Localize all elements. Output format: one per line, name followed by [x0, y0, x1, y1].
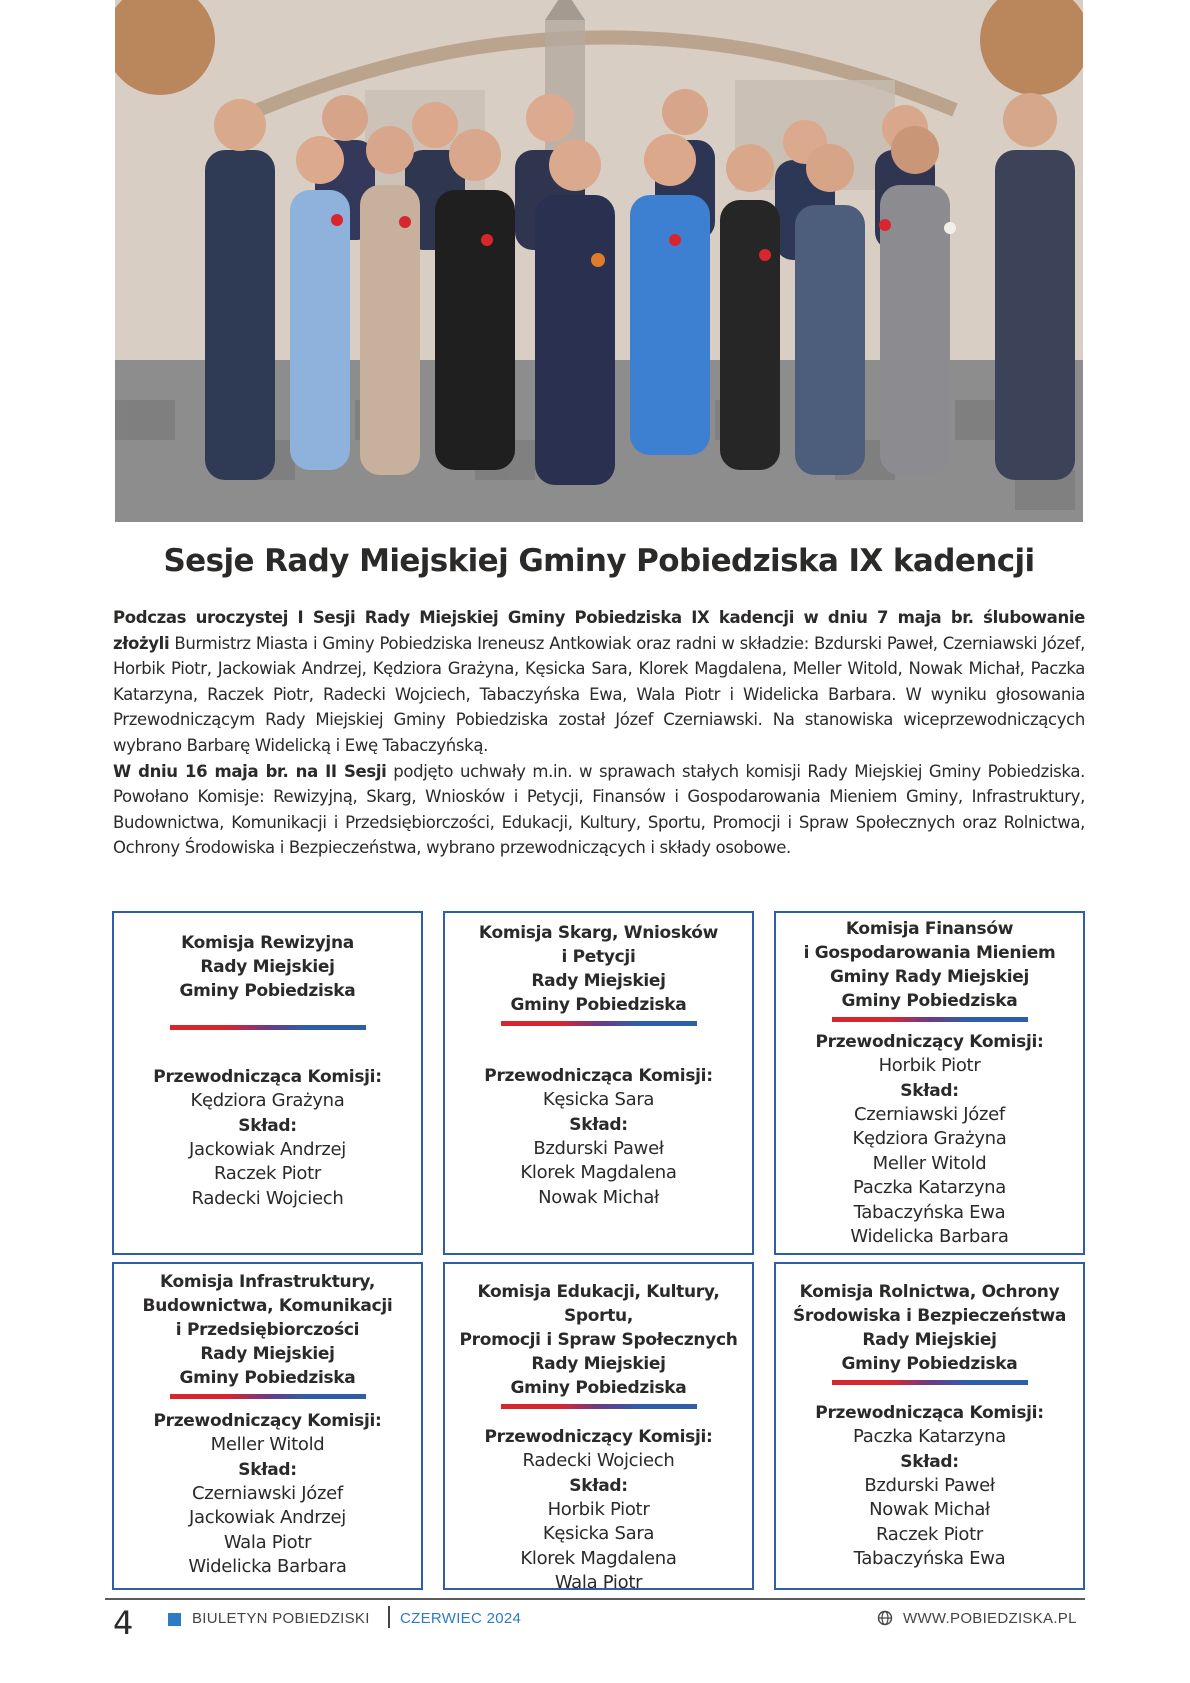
committee-chair-label: Przewodnicząca Komisji:: [815, 1403, 1044, 1423]
committee-chair: Kęsicka Sara: [542, 1089, 655, 1110]
committee-members-label: Skład:: [238, 1115, 297, 1136]
page-number: 4: [113, 1604, 134, 1642]
committee-member: Nowak Michał: [538, 1186, 659, 1208]
committee-divider: [832, 1380, 1028, 1385]
article-intro: [113, 605, 1085, 861]
committee-divider: [832, 1017, 1028, 1022]
committee-name-line: Budownictwa, Komunikacji: [142, 1296, 393, 1316]
committee-name-line: Rady Miejskiej: [200, 957, 335, 977]
website-link[interactable]: WWW.POBIEDZISKA.PL: [903, 1610, 1077, 1627]
committee-member: Tabaczyńska Ewa: [853, 1201, 1006, 1223]
footer-rule: [105, 1598, 1085, 1600]
committee-member: Nowak Michał: [869, 1499, 990, 1520]
committee-name-line: Gminy Pobiedziska: [510, 1378, 687, 1398]
committee-members-label: Skład:: [900, 1080, 959, 1101]
committee-chair: Paczka Katarzyna: [852, 1426, 1007, 1447]
committee-member: Wala Piotr: [223, 1531, 312, 1553]
committee-box-4: [112, 1262, 423, 1590]
committee-chair: Radecki Wojciech: [522, 1450, 675, 1471]
committee-divider: [501, 1021, 697, 1026]
committee-member: Radecki Wojciech: [191, 1187, 344, 1209]
committee-name-line: Gminy Pobiedziska: [841, 991, 1018, 1011]
committee-name-line: Rady Miejskiej: [200, 1344, 335, 1364]
committee-name-line: Rady Miejskiej: [531, 1354, 666, 1374]
committee-name-line: Gminy Pobiedziska: [179, 1368, 356, 1388]
committee-name-line: Gminy Pobiedziska: [510, 995, 687, 1015]
committee-divider: [170, 1025, 366, 1030]
committee-member: Klorek Magdalena: [520, 1547, 677, 1569]
committee-box-6: [774, 1262, 1085, 1590]
committee-divider: [501, 1404, 697, 1409]
committee-name-line: i Petycji: [561, 947, 636, 967]
publication-name: BIULETYN POBIEDZISKI: [192, 1610, 370, 1627]
group-photo-image: [115, 0, 1083, 522]
committee-member: Widelicka Barbara: [188, 1556, 347, 1577]
committee-members-label: Skład:: [569, 1475, 628, 1496]
square-icon: [168, 1613, 181, 1626]
committee-chair-label: Przewodniczący Komisji:: [153, 1411, 382, 1431]
committee-member: Wala Piotr: [554, 1572, 643, 1593]
committee-box-5: [443, 1262, 754, 1593]
second-bold: W dniu 16 maja br. na II Sesji: [113, 761, 387, 781]
committee-chair: Kędziora Grażyna: [190, 1090, 345, 1111]
intro-paragraph: [113, 605, 1085, 759]
committee-member: Raczek Piotr: [875, 1523, 984, 1545]
committee-name-line: i Przedsiębiorczości: [175, 1320, 360, 1340]
committee-member: Horbik Piotr: [547, 1498, 650, 1520]
intro-bold: Podczas uroczystej I Sesji Rady Miejskiej Gminy Pobiedziska IX kadencji w dniu 7 maja br. ślubowanie złożyli: [113, 608, 1085, 653]
committee-member: Meller Witold: [872, 1152, 987, 1174]
committee-member: Jackowiak Andrzej: [189, 1507, 346, 1528]
committee-member: Kęsicka Sara: [542, 1523, 655, 1544]
committee-member: Tabaczyńska Ewa: [853, 1548, 1006, 1569]
committee-chair: Horbik Piotr: [878, 1055, 981, 1076]
committee-name-line: Środowiska i Bezpieczeństwa: [792, 1306, 1067, 1326]
committee-member: Kędziora Grażyna: [852, 1128, 1007, 1149]
committee-name-line: Komisja Infrastruktury,: [159, 1272, 376, 1292]
article-title: Sesje Rady Miejskiej Gminy Pobiedziska IX kadencji: [163, 543, 1035, 579]
committee-member: Jackowiak Andrzej: [189, 1138, 346, 1160]
committee-name-line: i Gospodarowania Mieniem: [803, 943, 1056, 963]
committee-name-line: Komisja Skarg, Wniosków: [478, 923, 719, 943]
committee-member: Bzdurski Paweł: [864, 1474, 995, 1496]
globe-icon: [877, 1610, 893, 1626]
intro-text: Burmistrz Miasta i Gminy Pobiedziska Ireneusz Antkowiak oraz radni w składzie: Bzdurski Paweł, Czerniawski Józef, Horbik Piotr, Jackowiak Andrzej, Kędziora Grażyna, Kęsicka Sara, Klorek Magdalena, Meller Witold, Nowak Michał, Paczka Katarzyna, Raczek Piotr, Radecki Wojciech, Tabaczyńska Ewa, Wala Piotr i Widelicka Barbara. W wyniku głosowania Przewodniczącym Rady Miejskiej Gminy Pobiedziska został Józef Czerniawski. Na stanowiska wiceprzewodniczących wybrano Barbarę Widelicką i Ewę Tabaczyńską.: [113, 633, 1085, 755]
committee-members-label: Skład:: [900, 1451, 959, 1472]
committee-box-2: [443, 911, 754, 1255]
second-text: podjęto uchwały m.in. w sprawach stałych komisji Rady Miejskiej Gminy Pobiedziska. Powołano Komisje: Rewizyjną, Skarg, Wniosków i Petycji, Finansów i Gospodarowania Mieniem Gminy, Infrastruktury, Budownictwa, Komunikacji i Przedsiębiorczości, Edukacji, Kultury, Sportu, Promocji i Spraw Społecznych oraz Rolnictwa, Ochrony Środowiska i Bezpieczeństwa, wybrano przewodniczących i składy osobowe.: [113, 761, 1085, 858]
committee-box-3: [774, 911, 1085, 1255]
committee-chair-label: Przewodnicząca Komisji:: [484, 1066, 713, 1086]
committee-name-line: Komisja Rolnictwa, Ochrony: [799, 1282, 1060, 1302]
committee-name-line: Komisja Edukacji, Kultury, Sportu,: [477, 1282, 720, 1326]
committee-member: Widelicka Barbara: [850, 1226, 1009, 1247]
committee-member: Czerniawski Józef: [854, 1103, 1005, 1125]
committee-members-label: Skład:: [569, 1114, 628, 1135]
committee-member: Bzdurski Paweł: [533, 1137, 664, 1159]
committee-name-line: Gminy Pobiedziska: [841, 1354, 1018, 1374]
committee-member: Czerniawski Józef: [192, 1482, 343, 1504]
committee-name-line: Gminy Rady Miejskiej: [829, 967, 1030, 987]
committee-member: Raczek Piotr: [213, 1163, 322, 1184]
committee-name-line: Promocji i Spraw Społecznych: [459, 1330, 738, 1350]
committee-chair-label: Przewodnicząca Komisji:: [153, 1067, 382, 1087]
committee-name-line: Komisja Finansów: [845, 919, 1014, 939]
committee-box-1: [112, 911, 423, 1255]
committee-chair-label: Przewodniczący Komisji:: [484, 1427, 713, 1447]
committee-member: Klorek Magdalena: [520, 1162, 677, 1183]
committee-members-label: Skład:: [238, 1459, 297, 1480]
committee-chair-label: Przewodniczący Komisji:: [815, 1032, 1044, 1052]
committee-chair: Meller Witold: [210, 1434, 325, 1455]
committee-name-line: Rady Miejskiej: [531, 971, 666, 991]
group-photo: [115, 0, 1083, 522]
committee-name-line: Rady Miejskiej: [862, 1330, 997, 1350]
committee-name-line: Gminy Pobiedziska: [179, 981, 356, 1001]
committee-name-line: Komisja Rewizyjna: [181, 933, 354, 953]
footer-separator: [388, 1606, 390, 1628]
committee-member: Paczka Katarzyna: [852, 1177, 1007, 1198]
issue-date: CZERWIEC 2024: [400, 1610, 522, 1627]
second-paragraph: [113, 759, 1085, 861]
committee-divider: [170, 1394, 366, 1399]
